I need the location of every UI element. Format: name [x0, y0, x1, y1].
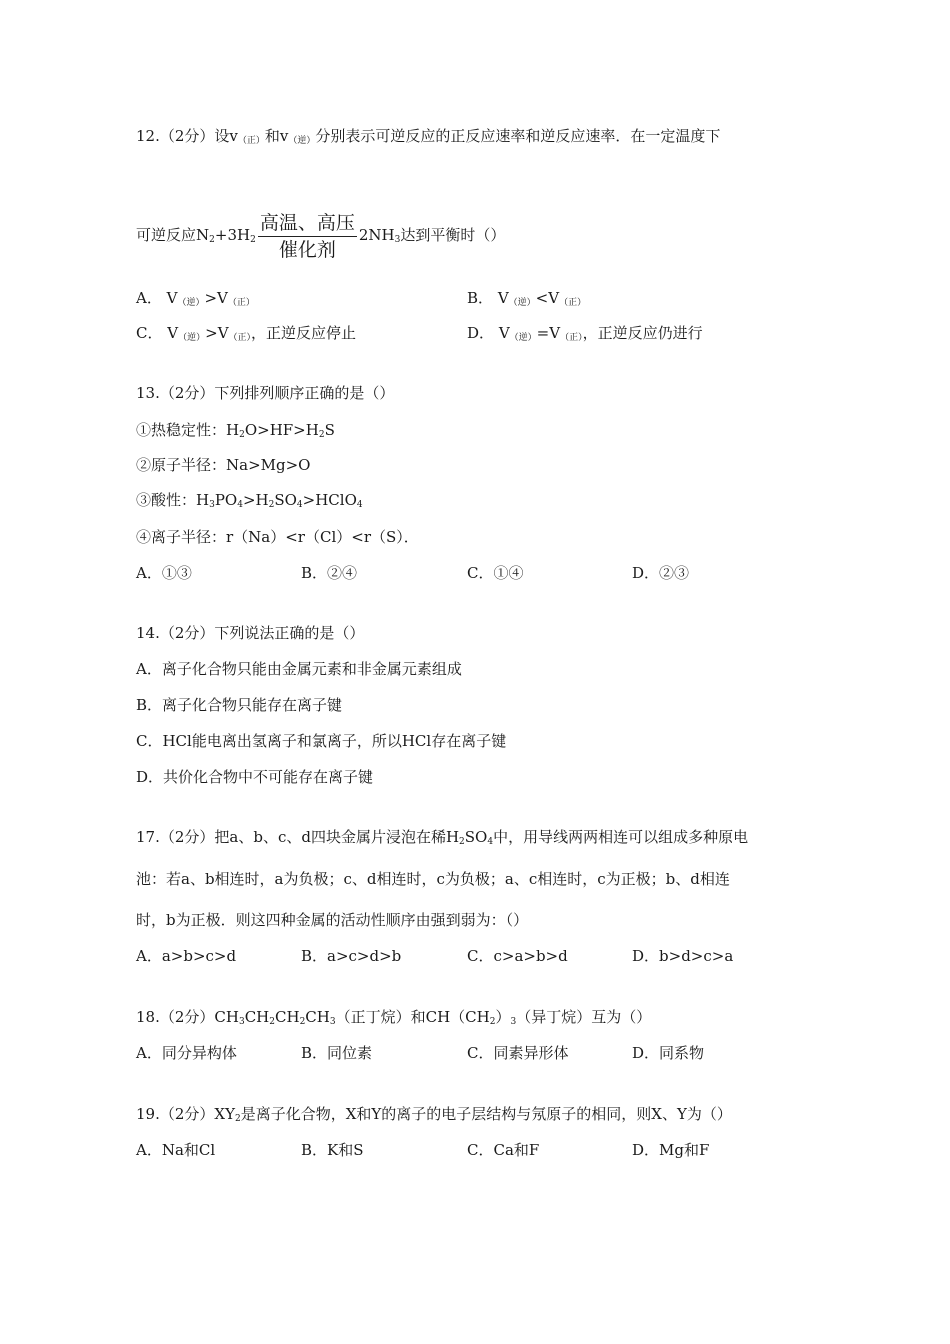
q12-reaction-equation: 可逆反应$N_2+3H_2$ $\frac{\text{高温、高压}}{\text{催化剂}}$ $2NH_3$达到平衡时（）	[136, 211, 506, 261]
q17-stem-line-2: 池：若a、b相连时，a为负极；c、d相连时，c为负极；a、c相连时，c为正极；b、d相连	[136, 870, 730, 888]
q14-option-b: B．离子化合物只能存在离子键	[136, 696, 343, 714]
q13-option-d: D．②③	[632, 564, 690, 582]
q13-option-c: C．①④	[467, 564, 524, 582]
q12-stem: 12.（2分）设v（正）和v（逆）分别表示可逆反应的正反应速率和逆反应速率．在一定温度下	[136, 127, 721, 146]
q13-statement-1: ①热稳定性：$H_2O>HF>H_2S$	[136, 421, 335, 440]
q19-option-c: C．Ca和F	[467, 1141, 540, 1159]
q13-stem: 13.（2分）下列排列顺序正确的是（）	[136, 384, 395, 402]
q12-option-c: C． V（逆）>V（正），正逆反应停止	[136, 324, 357, 343]
q17-option-b: B．a>c>d>b	[301, 947, 402, 965]
q18-option-a: A．同分异构体	[136, 1044, 237, 1062]
q18-option-d: D．同系物	[632, 1044, 705, 1062]
q12-option-d: D． V（逆）=V（正），正逆反应仍进行	[467, 324, 703, 343]
q13-option-a: A．①③	[136, 564, 192, 582]
q13-option-b: B．②④	[301, 564, 358, 582]
q18-stem: 18.（2分）$CH_3CH_2CH_2CH_3$（正丁烷）和$CH(CH_2)_3$（异丁烷）互为（）	[136, 1008, 652, 1027]
q19-stem: 19.（2分）$XY_2$是离子化合物，X和Y的离子的电子层结构与氖原子的相同，则X、Y为（）	[136, 1105, 732, 1124]
q12-option-b: B． V（逆）<V（正）	[467, 289, 587, 308]
q13-statement-3: ③酸性：$H_3PO_4>H_2SO_4>HClO_4$	[136, 491, 363, 510]
reaction-conditions	[258, 210, 357, 263]
condition-catalyst: 催化剂	[278, 238, 336, 261]
q19-option-b: B．K和S	[301, 1141, 364, 1159]
q17-option-d: D．b>d>c>a	[632, 947, 734, 965]
q12-option-a: A． V（逆）>V（正）	[136, 289, 255, 308]
q17-stem-line-3: 时，b为正极．则这四种金属的活动性顺序由强到弱为：（）	[136, 911, 529, 929]
q13-statement-4: ④离子半径：r（Na）<r（Cl）<r（S）．	[136, 528, 419, 546]
q13-statement-2: ②原子半径：Na>Mg>O	[136, 456, 311, 474]
q18-option-b: B．同位素	[301, 1044, 373, 1062]
q14-option-a: A．离子化合物只能由金属元素和非金属元素组成	[136, 660, 462, 678]
q19-option-a: A．Na和Cl	[136, 1141, 216, 1159]
q14-option-d: D．共价化合物中不可能存在离子键	[136, 768, 374, 786]
q14-option-c: C．HCl能电离出氢离子和氯离子，所以HCl存在离子键	[136, 732, 507, 750]
q19-option-d: D．Mg和F	[632, 1141, 710, 1159]
q17-stem-line-1: 17.（2分）把a、b、c、d四块金属片浸泡在稀$H_2SO_4$中，用导线两两相连可以组成多种原电	[136, 828, 749, 847]
condition-heat-pressure: 高温、高压	[258, 210, 357, 237]
q17-option-c: C．c>a>b>d	[467, 947, 568, 965]
q18-option-c: C．同素异形体	[467, 1044, 569, 1062]
q14-stem: 14.（2分）下列说法正确的是（）	[136, 624, 365, 642]
q17-option-a: A．a>b>c>d	[136, 947, 237, 965]
